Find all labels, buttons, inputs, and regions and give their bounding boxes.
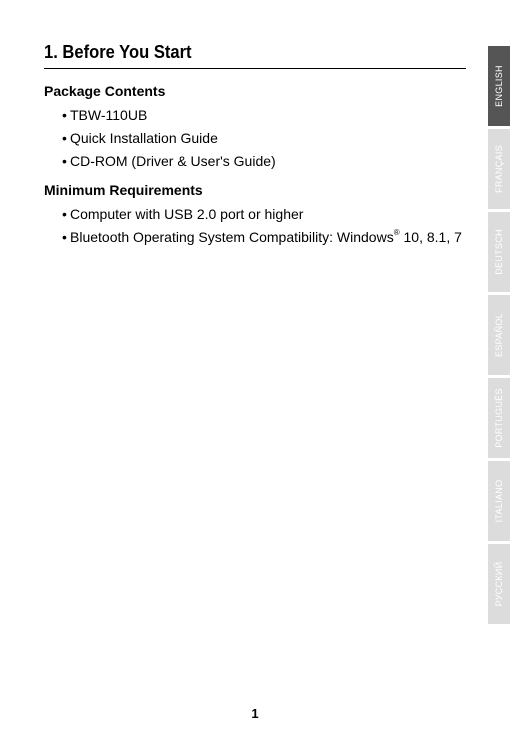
bullet-icon: •: [62, 107, 67, 123]
tab-espanol[interactable]: [488, 295, 510, 375]
list-item: [62, 104, 276, 127]
tab-deutsch[interactable]: [488, 212, 510, 292]
list-item-text: Computer with USB 2.0 port or higher: [70, 206, 304, 222]
list-item-text: Bluetooth Operating System Compatibility: Windows: [70, 229, 394, 245]
list-item-text: CD-ROM (Driver & User's Guide): [70, 153, 276, 169]
tab-russian[interactable]: [488, 544, 510, 624]
package-contents-heading: Package Contents: [44, 83, 166, 99]
tab-portugues[interactable]: [488, 378, 510, 458]
list-item: [62, 127, 276, 150]
page-number: 1: [251, 706, 259, 721]
title-rule: [44, 68, 466, 69]
list-item: [62, 150, 276, 173]
registered-mark: ®: [393, 228, 400, 237]
list-item-text: TBW-110UB: [70, 107, 148, 123]
bullet-icon: •: [62, 229, 67, 245]
list-item: [62, 226, 462, 249]
list-item-text: Quick Installation Guide: [70, 130, 218, 146]
list-item: [62, 203, 462, 226]
tab-label: ESPAÑOL: [494, 313, 504, 357]
tab-italiano[interactable]: [488, 461, 510, 541]
tab-francais[interactable]: [488, 129, 510, 209]
bullet-icon: •: [62, 130, 67, 146]
tab-english[interactable]: [488, 46, 510, 126]
tab-label: ENGLISH: [494, 65, 504, 107]
tab-label: ITALIANO: [494, 479, 504, 523]
tab-label: РУССКИЙ: [494, 561, 504, 607]
package-contents-list: [62, 104, 276, 173]
language-tabs: [488, 46, 510, 627]
list-item-text-versions: 10, 8.1, 7: [399, 229, 462, 245]
tab-label: PORTUGUÊS: [494, 388, 504, 448]
minimum-requirements-heading: Minimum Requirements: [44, 182, 203, 198]
minimum-requirements-list: [62, 203, 462, 249]
tab-label: FRANÇAIS: [494, 145, 504, 193]
tab-label: DEUTSCH: [494, 229, 504, 275]
bullet-icon: •: [62, 206, 67, 222]
page-title: 1. Before You Start: [44, 42, 192, 62]
bullet-icon: •: [62, 153, 67, 169]
